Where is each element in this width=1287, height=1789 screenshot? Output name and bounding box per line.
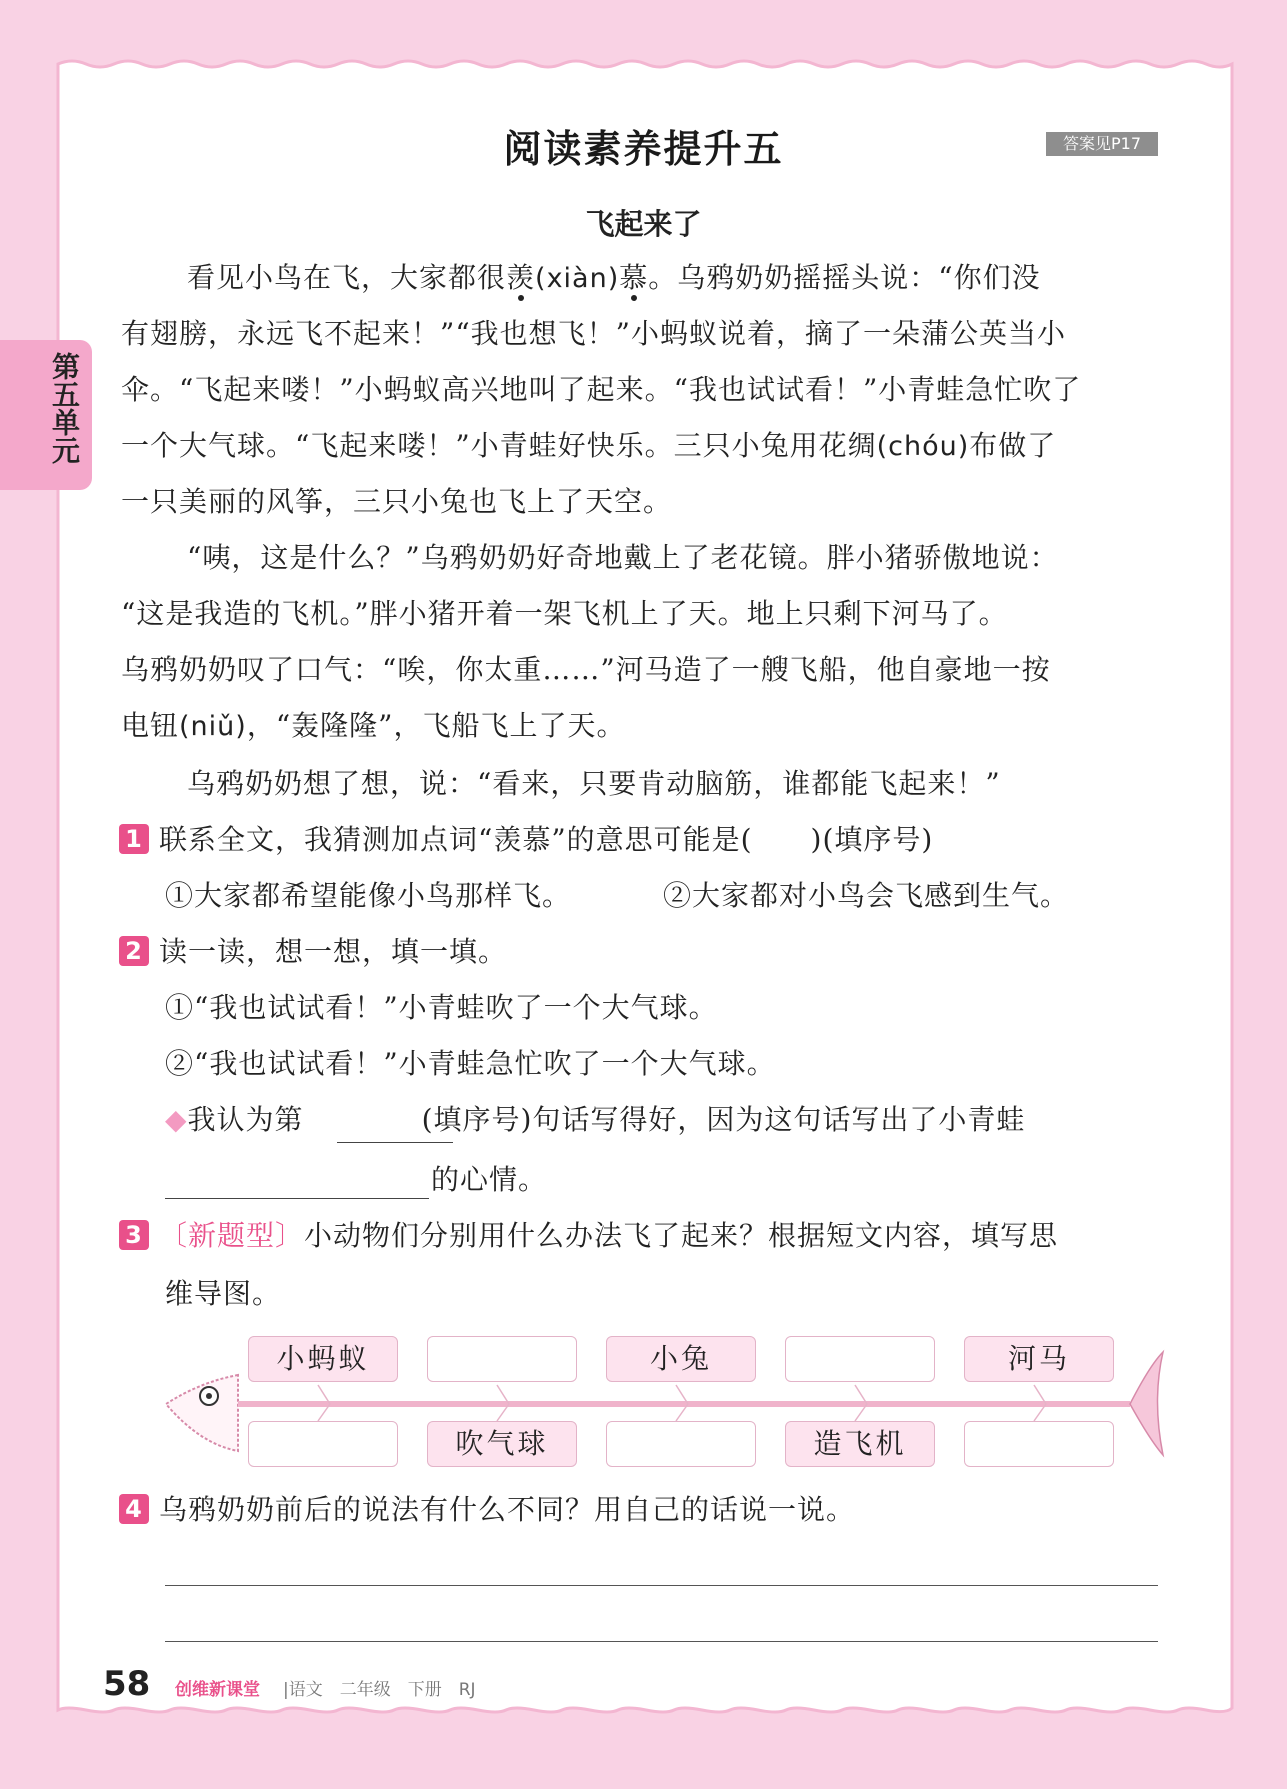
diamond-icon: ◆ [165,1103,188,1136]
story-line-10: 乌鸦奶奶想了想，说：“看来，只要肯动脑筋，谁都能飞起来！” [187,767,1001,800]
mindmap-answer-box[interactable] [248,1421,398,1467]
question-4: 4 乌鸦奶奶前后的说法有什么不同？用自己的话说一说。 [119,1490,855,1530]
new-type-tag: 〔新题型〕 [159,1219,305,1252]
q2-fill-line: ◆我认为第 (填序号)句话写得好，因为这句话写出了小青蛙 [165,1103,1026,1136]
unit-side-tab [0,340,92,490]
mindmap-box-airplane: 造飞机 [785,1421,935,1467]
book-series: 创维新课堂 [175,1680,260,1700]
question-number-badge: 4 [119,1494,149,1524]
mindmap-answer-box[interactable] [606,1421,756,1467]
question-1: 1 联系全文，我猜测加点词“羡慕”的意思可能是( )(填序号) [119,820,933,860]
mindmap-box-ant: 小蚂蚁 [248,1336,398,1382]
question-3: 3 〔新题型〕小动物们分别用什么办法飞了起来？根据短文内容，填写思 [119,1216,1058,1256]
page-title: 阅读素养提升五 [503,127,784,171]
story-line-8: 乌鸦奶奶叹了口气：“唉，你太重……”河马造了一艘飞船，他自豪地一按 [121,653,1051,686]
feeling-blank[interactable] [165,1198,429,1199]
q1-option-1[interactable]: ①大家都希望能像小鸟那样飞。 [165,879,572,912]
page-number: 58 [103,1664,151,1704]
mindmap-box-rabbit: 小兔 [606,1336,756,1382]
story-title: 飞起来了 [585,207,702,241]
story-line-6: “咦，这是什么？”乌鸦奶奶好奇地戴上了老花镜。胖小猪骄傲地说： [187,541,1059,574]
q1-option-2[interactable]: ②大家都对小鸟会飞感到生气。 [663,879,1070,912]
mindmap-answer-box[interactable] [427,1336,577,1382]
story-line-3: 伞。“飞起来喽！”小蚂蚁高兴地叫了起来。“我也试试看！”小青蛙急忙吹了 [121,373,1082,406]
question-2: 2 读一读，想一想，填一填。 [119,932,507,972]
q2-sentence-1: ①“我也试试看！”小青蛙吹了一个大气球。 [165,991,718,1024]
q2-fill-end: 的心情。 [431,1163,548,1196]
mindmap-answer-box[interactable] [785,1336,935,1382]
q2-sentence-2: ②“我也试试看！”小青蛙急忙吹了一个大气球。 [165,1047,776,1080]
answer-line-1[interactable] [165,1585,1158,1586]
story-line-9: 电钮(niǔ)，“轰隆隆”，飞船飞上了天。 [121,709,626,742]
story-line-7: “这是我造的飞机。”胖小猪开着一架飞机上了天。地上只剩下河马了。 [121,597,1008,630]
story-line-1: 看见小鸟在飞，大家都很羡(xiàn)慕。乌鸦奶奶摇摇头说：“你们没 [187,261,1041,294]
question-number-badge: 2 [119,936,149,966]
mindmap-box-balloon: 吹气球 [427,1421,577,1467]
dotted-char: 羡 [506,261,536,294]
mindmap-box-hippo: 河马 [964,1336,1114,1382]
story-line-2: 有翅膀，永远飞不起来！”“我也想飞！”小蚂蚁说着，摘了一朵蒲公英当小 [121,317,1066,350]
dotted-char: 慕 [619,261,649,294]
unit-label: 第五单元 [48,352,81,464]
book-subject-grade: |语文 二年级 下册 RJ [283,1680,476,1700]
story-line-4: 一个大气球。“飞起来喽！”小青蛙好快乐。三只小兔用花绸(chóu)布做了 [121,429,1057,462]
story-line-5: 一只美丽的风筝，三只小兔也飞上了天空。 [121,485,673,518]
mindmap-answer-box[interactable] [964,1421,1114,1467]
question-number-badge: 1 [119,824,149,854]
answer-reference-badge: 答案见P17 [1046,132,1158,156]
question-number-badge: 3 [119,1220,149,1250]
answer-line-2[interactable] [165,1641,1158,1642]
question-3-cont: 维导图。 [165,1277,282,1310]
sentence-number-blank[interactable] [337,1142,453,1143]
